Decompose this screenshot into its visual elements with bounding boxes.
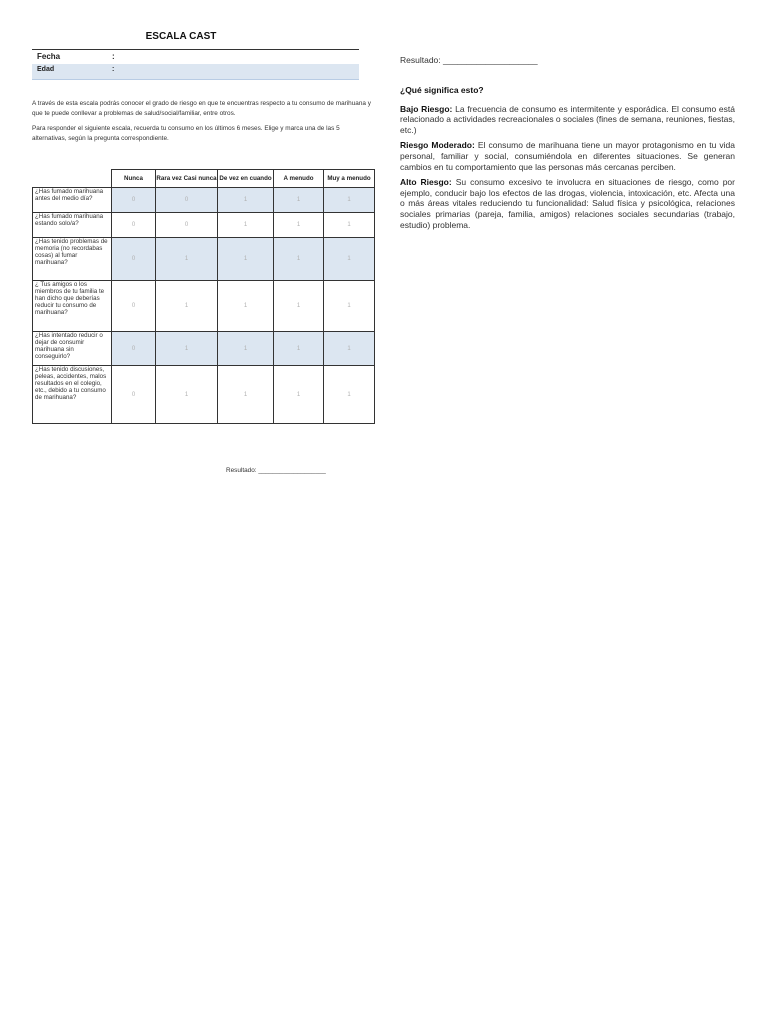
table-row (33, 332, 375, 366)
answer-cell[interactable]: 0 (112, 238, 156, 281)
edad-field[interactable] (32, 64, 359, 80)
answer-cell[interactable]: 1 (274, 366, 324, 424)
header-muy-a-menudo: Muy a menudo (324, 170, 375, 188)
answer-cell[interactable]: 1 (156, 332, 218, 366)
table-row (33, 366, 375, 424)
header-a-menudo: A menudo (274, 170, 324, 188)
fecha-field[interactable] (32, 49, 359, 65)
meaning-heading: ¿Qué significa esto? (400, 85, 484, 95)
answer-cell[interactable]: 0 (112, 281, 156, 332)
risk-high (400, 177, 735, 230)
risk-low-text: La frecuencia de consumo es intermitente y esporádica. El consumo está relacionado a actividades recreacionales o sociales (fines de semana, reuniones, fiestas, etc.) (400, 103, 736, 135)
header-de-vez-en-cuando: De vez en cuando (218, 170, 274, 188)
answer-cell[interactable]: 1 (218, 366, 274, 424)
cast-scale-table (32, 169, 375, 424)
header-nunca: Nunca (112, 170, 156, 188)
answer-cell[interactable]: 0 (112, 213, 156, 238)
table-row (33, 188, 375, 213)
answer-cell[interactable]: 0 (156, 188, 218, 213)
fecha-label: Fecha (37, 52, 61, 61)
answer-cell[interactable]: 1 (324, 213, 375, 238)
answer-cell[interactable]: 1 (324, 238, 375, 281)
risk-high-label: Alto Riesgo: (400, 177, 452, 188)
answer-cell[interactable]: 0 (112, 188, 156, 213)
question-cell: ¿Has tenido problemas de memoria (no recordabas cosas) al fumar marihuana? (33, 238, 112, 281)
result-line-left[interactable]: Resultado: ___________________ (226, 467, 326, 474)
answer-cell[interactable]: 1 (218, 213, 274, 238)
edad-colon: : (112, 66, 115, 73)
page-title: ESCALA CAST (145, 31, 217, 42)
fecha-colon: : (112, 52, 115, 61)
risk-low (400, 104, 735, 136)
table-row (33, 238, 375, 281)
risk-moderate-label: Riesgo Moderado: (400, 140, 475, 151)
answer-cell[interactable]: 1 (274, 281, 324, 332)
risk-low-label: Bajo Riesgo: (400, 103, 453, 114)
risk-high-text: Su consumo excesivo te involucra en situaciones de riesgo, como por ejemplo, conducir bajo los efectos de las drogas, violencia, intoxicación, etc. Afecta una o más áreas vitales reduciendo tu funcionalidad: Salud física y psicológica, relaciones sociales primarias (pareja, familia, amigos) relaciones sociales secundarias (trabajo, estudio) problema. (400, 177, 735, 230)
question-cell: ¿Has tenido discusiones, peleas, accidentes, malos resultados en el colegio, etc., debido a tu consumo de marihuana? (33, 366, 112, 424)
question-cell: ¿ Tus amigos o los miembros de tu familia te han dicho que deberías reducir tu consumo de marihuana? (33, 281, 112, 332)
intro-paragraph-2: Para responder el siguiente escala, recuerda tu consumo en los últimos 6 meses. Elige y marca una de las 5 alternativas, según la pregunta correspondiente. (32, 125, 340, 142)
answer-cell[interactable]: 1 (218, 238, 274, 281)
answer-cell[interactable]: 1 (274, 213, 324, 238)
intro-paragraph-1: A través de esta escala podrás conocer el grado de riesgo en que te encuentras respecto a tu consumo de marihuana y que te puede conllevar a problemas de salud/social/familiar, entre otros. (32, 100, 371, 117)
answer-cell[interactable]: 0 (112, 332, 156, 366)
result-line-right[interactable]: Resultado: ____________________ (400, 55, 538, 65)
answer-cell[interactable]: 1 (218, 332, 274, 366)
header-rara-vez: Rara vez Casi nunca (156, 170, 218, 188)
table-row (33, 281, 375, 332)
answer-cell[interactable]: 1 (218, 188, 274, 213)
answer-cell[interactable]: 1 (324, 188, 375, 213)
answer-cell[interactable]: 1 (324, 366, 375, 424)
meaning-section (400, 85, 735, 235)
risk-moderate-text: El consumo de marihuana tiene un mayor protagonismo en tu vida personal, familiar y social, consumiéndola en diferentes situaciones. Se generan cambios en tu comportamiento que las personas más cercanas perciben. (400, 140, 735, 172)
question-cell: ¿Has fumado marihuana antes del medio día? (33, 188, 112, 213)
answer-cell[interactable]: 1 (274, 332, 324, 366)
header-blank (33, 170, 112, 188)
answer-cell[interactable]: 1 (324, 281, 375, 332)
edad-label: Edad (37, 66, 55, 73)
answer-cell[interactable]: 1 (156, 238, 218, 281)
answer-cell[interactable]: 1 (156, 281, 218, 332)
question-cell: ¿Has fumado marihuana estando solo/a? (33, 213, 112, 238)
risk-moderate (400, 140, 735, 172)
answer-cell[interactable]: 1 (274, 238, 324, 281)
answer-cell[interactable]: 1 (218, 281, 274, 332)
table-row (33, 213, 375, 238)
answer-cell[interactable]: 0 (112, 366, 156, 424)
answer-cell[interactable]: 0 (156, 213, 218, 238)
answer-cell[interactable]: 1 (156, 366, 218, 424)
answer-cell[interactable]: 1 (274, 188, 324, 213)
answer-cell[interactable]: 1 (324, 332, 375, 366)
question-cell: ¿Has intentado reducir o dejar de consumir marihuana sin conseguirlo? (33, 332, 112, 366)
